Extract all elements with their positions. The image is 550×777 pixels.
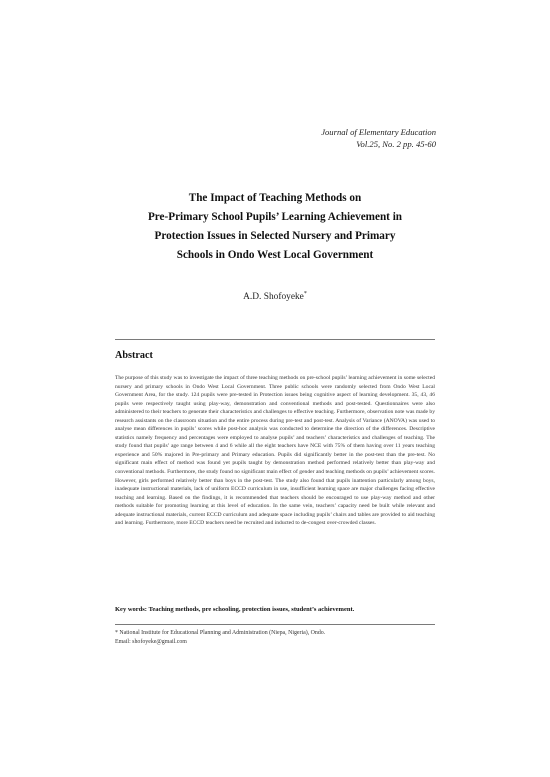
abstract-body: The purpose of this study was to investigate the impact of three teaching methods on pre-school pupils’ learning achievement in some selected nursery and primary schools in Ondo West Local Government. Three public schools were randomly selected from Ondo West Local Government Area, for the study. 124 pupils were pre-tested in Protection issues being cognitive aspect of learning development. 35, 43, 46 pupils were respectively taught using play-way, demonstration and conventional methods and post-tested. Questionnaires were also administered to their teachers to generate their characteristics and challenges to effective teaching. Furthermore, observation note was made by research assistants on the classroom situation and the entire process during pre-test and post-test. Analysis of Variance (ANOVA) was used to analyse mean differences in pupils’ scores while post-hoc analysis was conducted to determine the direction of the differences. Descriptive statistics namely frequency and percentages were employed to analyse pupils’ and teachers’ characteristics and challenges of teaching. The study found that pupils’ age range between 4 and 6 while all the eight teachers have NCE with 75% of them having over 11 years teaching experience and 50% majored in Pre-primary and Primary education. Pupils did significantly better in the post-test than the pre-test. No significant main effect of method was found yet pupils taught by demonstration method performed relatively better than play-way and conventional methods. Furthermore, the study found no significant main effect of gender and teaching methods on pupils’ achievement scores. However, girls performed relatively better than boys in the post-test. The study also found that pupils inattention particularly among boys, inadequate instructional materials, lack of uniform ECCD curriculum in use, insufficient learning space are major challenges facing effective teaching and learning. Based on the findings, it is recommended that teachers should be encouraged to use play-way method and other methods suitable for promoting learning at this level of education. In the same vein, teachers’ capacity need be built while relevant and adequate instructional materials, current ECCD curriculum and adequate space including pupils’ chairs and tables are provided to aid teaching and learning. Furthermore, more ECCD teachers need be recruited and inducted to de-congest over-crowded classes. [115,375,435,527]
title-line-2: Pre-Primary School Pupils’ Learning Achievement in [147,211,403,223]
keywords [115,605,435,614]
paper-title [110,189,440,265]
title-line-4: Schools in Ondo West Local Government [176,249,374,261]
title-line-1: The Impact of Teaching Methods on [188,192,362,204]
abstract-heading: Abstract [115,350,153,361]
footnote-email: Email: shofoyeke@gmail.com [115,638,187,645]
footnote [115,629,435,646]
keywords-label: Key words: [115,606,147,613]
title-line-3: Protection Issues in Selected Nursery and Primary [154,230,396,242]
footnote-divider [115,624,435,625]
journal-header [321,126,436,150]
section-divider [115,339,435,340]
journal-volume: Vol.25, No. 2 pp. 45-60 [356,139,436,149]
footnote-affiliation: * National Institute for Educational Planning and Administration (Niepa, Nigeria), Ondo. [115,630,326,636]
keywords-text: Teaching methods, pre schooling, protection issues, student’s achievement. [148,606,355,613]
journal-name: Journal of Elementary Education [321,127,436,137]
author-name: A.D. Shofoyeke [243,292,304,303]
author-line [110,291,440,302]
author-footnote-marker: * [303,291,307,297]
